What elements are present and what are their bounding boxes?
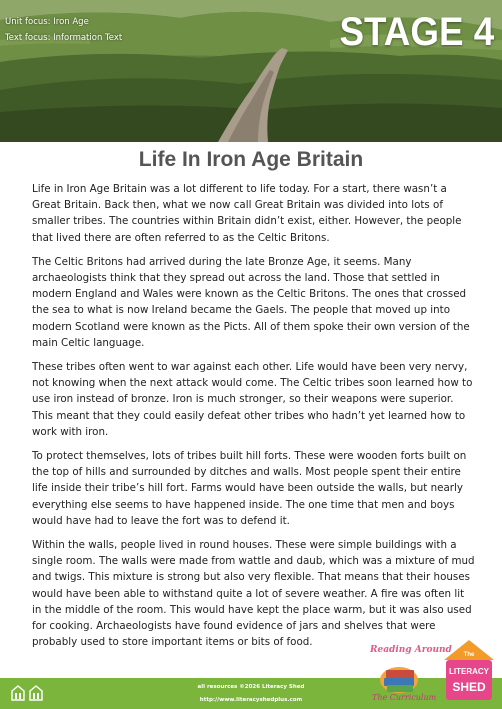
page-title: Life In Iron Age Britain bbox=[138, 148, 364, 171]
paragraph: To protect themselves, lots of tribes built hill forts. These were wooden forts built on the top of hills and surrounded by ditches and walls. Most people spent their entire life inside their tribe’s hill fort. Farms would have been outside the walls, but nearly everything else seems to have happened inside. The one time that men and boys would have had to leave the fort was to defend it. bbox=[32, 450, 467, 527]
house-icon bbox=[29, 685, 43, 701]
copyright-text: all resources ©2026 Literacy Shed bbox=[197, 684, 305, 690]
house-icon bbox=[11, 685, 25, 701]
logo-reading-line1: Reading Around bbox=[370, 645, 452, 655]
logo-reading-line2: The Curriculum bbox=[372, 693, 437, 702]
logo-shed-line1: The bbox=[463, 652, 475, 658]
paragraph: Life in Iron Age Britain was a lot different to life today. For a start, there wasn’t a Great Britain. Back then, what we now call Great Britain was divided into lots of smaller tribes. The countries within Britain didn’t exist, either. However, the people that lived there are often referred to as the Celtic Britons. bbox=[32, 183, 462, 244]
article-body bbox=[32, 181, 476, 658]
paragraph: The Celtic Britons had arrived during the late Bronze Age, it seems. Many archaeologists think that they spread out across the land. Those that settled in modern England and Wales were known as the Celtic Britons. The ones that crossed the sea to what is now Ireland became the Gaels. The people that moved up into modern Scotland were known as the Picts. All of them spoke their own version of the main Celtic language. bbox=[32, 255, 470, 349]
paragraph: Within the walls, people lived in round houses. These were simple buildings with a single room. The walls were made from wattle and daub, which was a mixture of mud and twigs. This mixture is strong but also very flexible. That means that their houses would have been able to withstand quite a lot of severe weather. A fire was often lit in the middle of the room. This would have kept the place warm, but it was also used for cooking. Archaeologists have found evidence of jars and shelves that were probably used to store important items or bits of food. bbox=[32, 539, 475, 649]
text-focus-label: Text focus: Information Text bbox=[5, 33, 123, 43]
website-url: http://www.literacyshedplus.com bbox=[199, 697, 303, 703]
stage-heading: STAGE 4 bbox=[339, 10, 494, 54]
logo-shed-line2: LITERACY bbox=[449, 667, 489, 676]
logo-shed-line3: SHED bbox=[452, 680, 486, 694]
literacy-shed-logo bbox=[440, 636, 498, 702]
unit-focus-label: Unit focus: Iron Age bbox=[5, 17, 89, 27]
paragraph: These tribes often went to war against each other. Life would have been very nervy, not knowing when the next attack would come. The Celtic tribes soon learned how to use iron instead of bronze. Iron is much stronger, so their weapons were superior. This meant that they could easily defeat other tribes who hadn’t yet learned how to work with iron. bbox=[32, 361, 473, 438]
header-hillfort-photo bbox=[0, 0, 502, 142]
reading-around-curriculum-logo bbox=[366, 640, 452, 702]
